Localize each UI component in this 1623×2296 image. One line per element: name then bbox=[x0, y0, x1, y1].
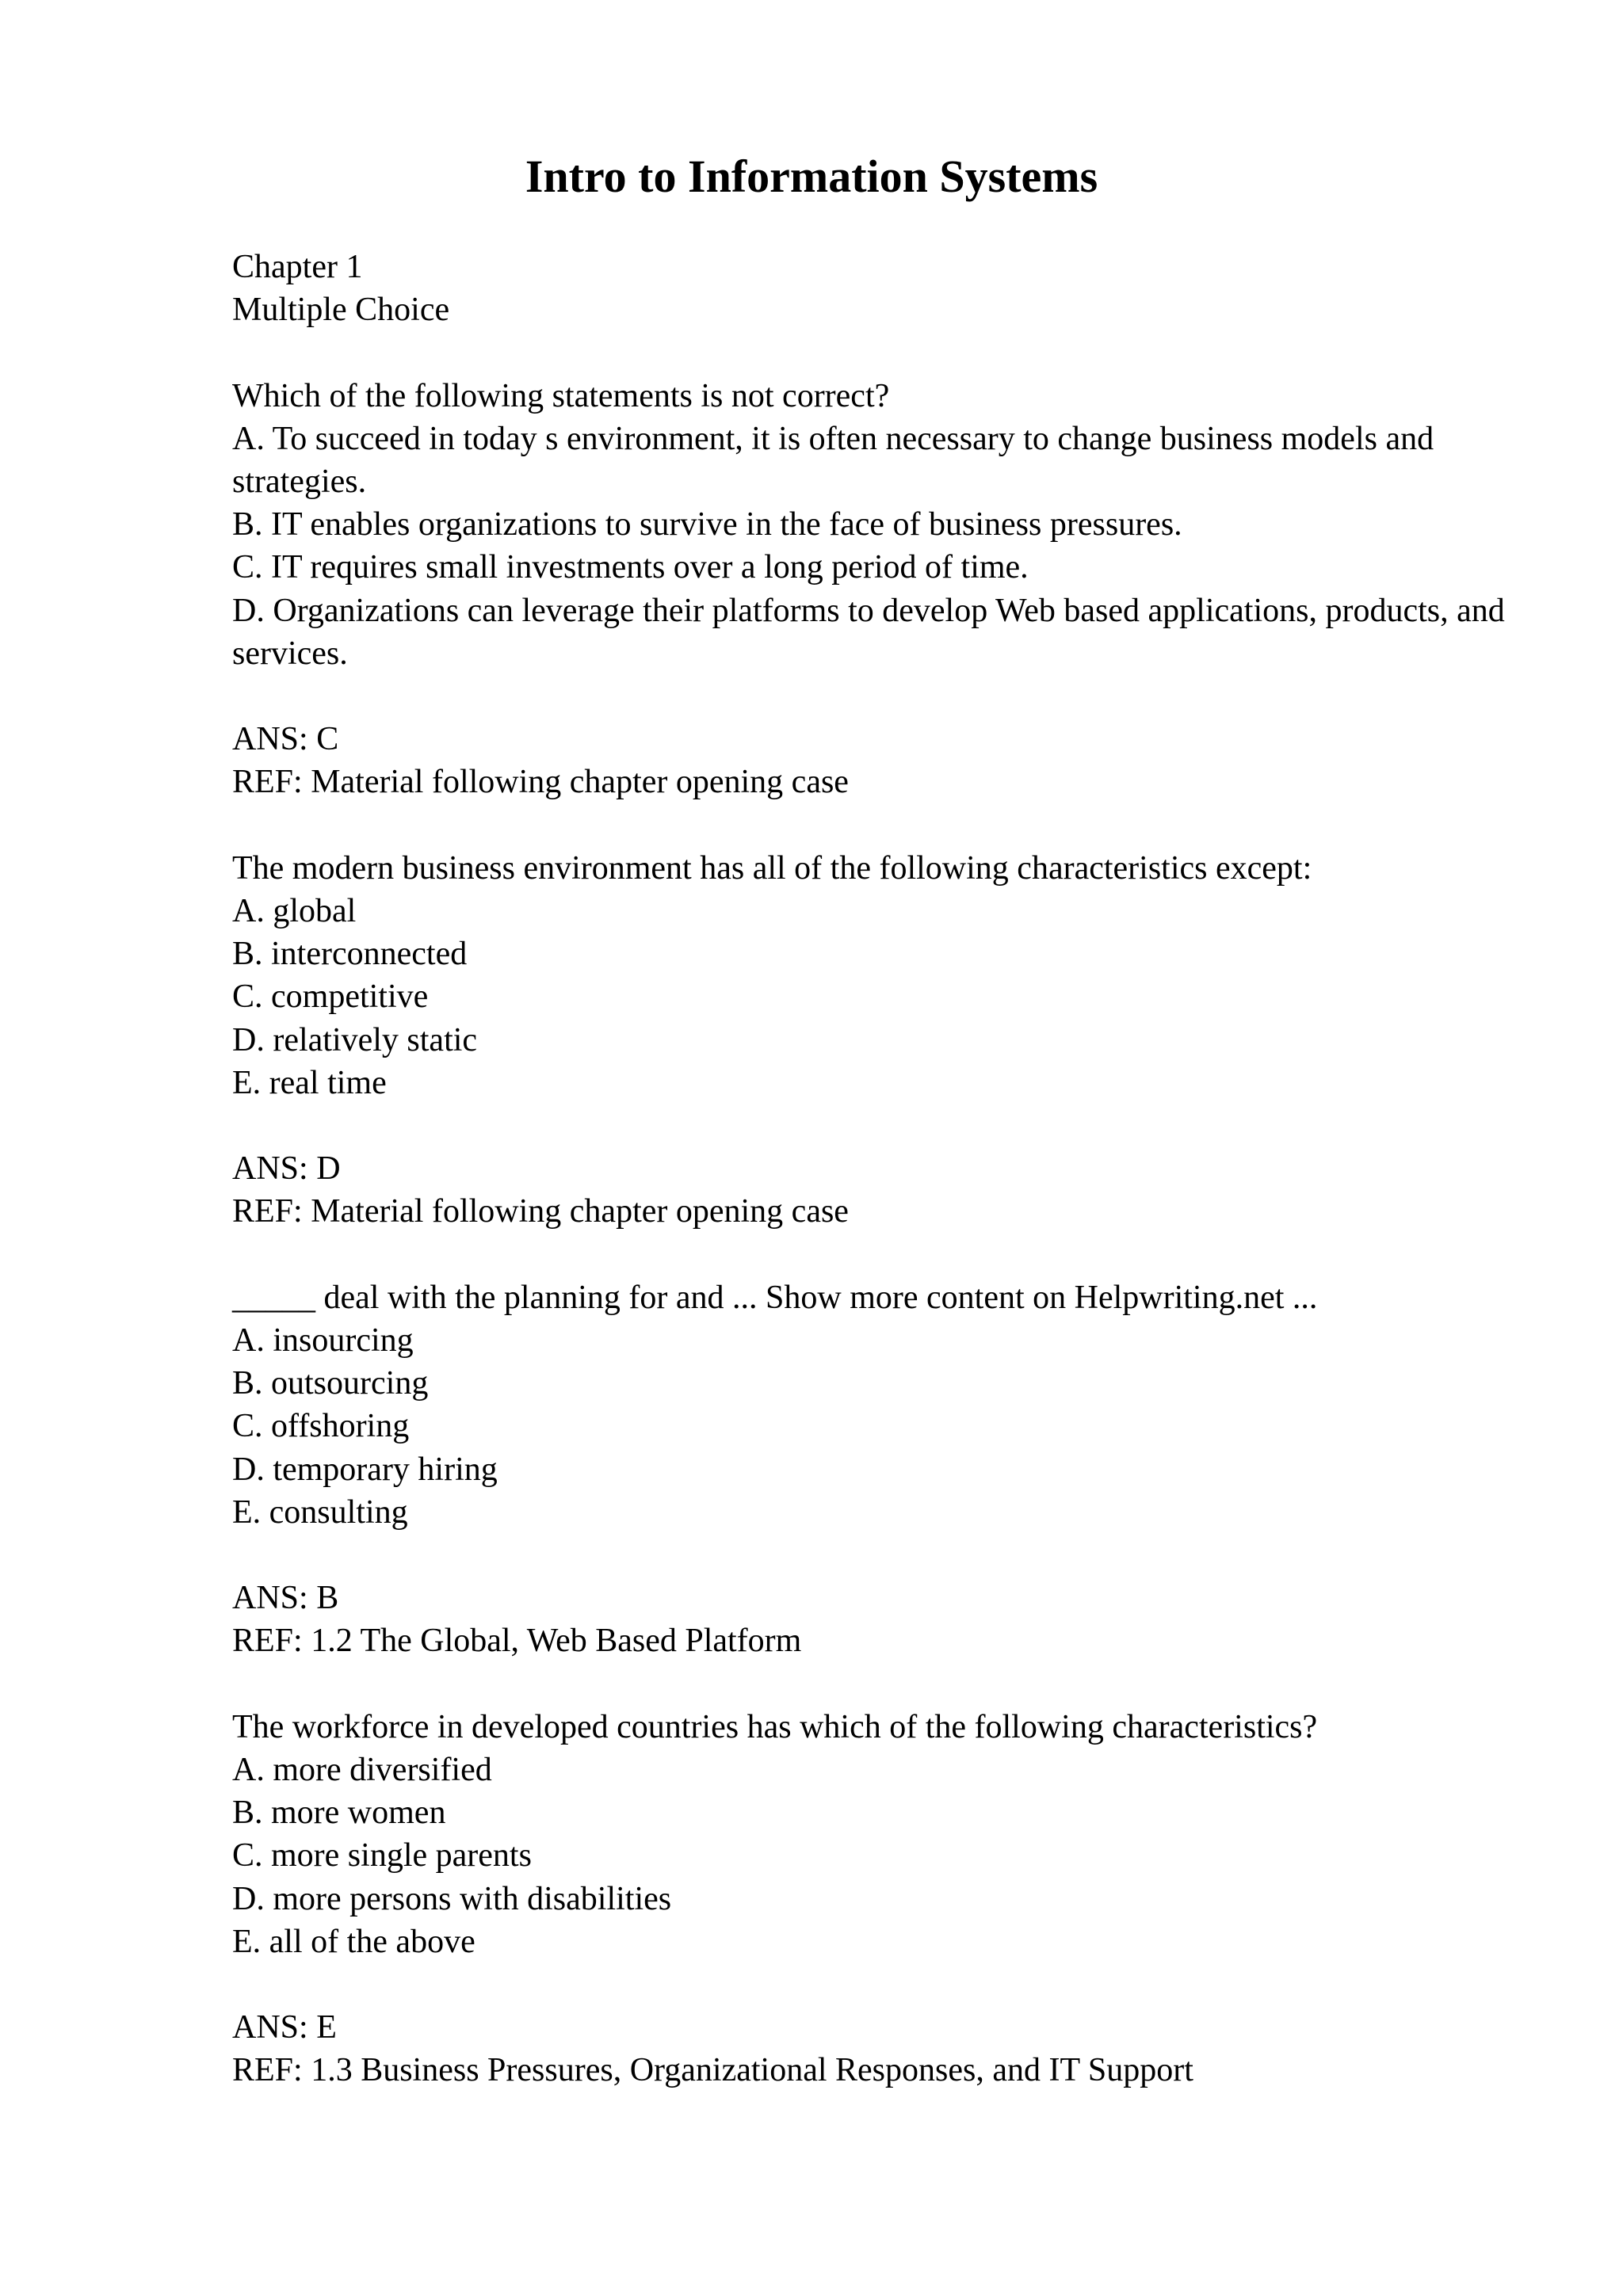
question-stem: The modern business environment has all of the following characteristics except: bbox=[232, 849, 1312, 887]
answer-key: ANS: C bbox=[232, 721, 339, 758]
question-3 bbox=[232, 1276, 1532, 1663]
answer-option: B. interconnected bbox=[232, 936, 468, 973]
answer-key: ANS: B bbox=[232, 1580, 339, 1617]
spacer bbox=[232, 1663, 1532, 1706]
answer-option: C. IT requires small investments over a long period of time. bbox=[232, 549, 1029, 586]
answer-option: E. all of the above bbox=[232, 1923, 475, 1960]
question-4 bbox=[232, 1706, 1532, 2092]
answer-option: D. more persons with disabilities bbox=[232, 1880, 672, 1917]
spacer bbox=[232, 675, 1532, 718]
reference: REF: Material following chapter opening case bbox=[232, 764, 849, 801]
question-stem: Which of the following statements is not correct? bbox=[232, 377, 890, 414]
answer-option: E. real time bbox=[232, 1064, 387, 1101]
chapter-heading: Chapter 1 bbox=[232, 249, 363, 285]
spacer bbox=[232, 1963, 1532, 2006]
spacer bbox=[232, 1234, 1532, 1276]
answer-option: A. more diversified bbox=[232, 1752, 492, 1788]
spacer bbox=[232, 1534, 1532, 1577]
reference: REF: 1.2 The Global, Web Based Platform bbox=[232, 1623, 802, 1660]
answer-option: B. IT enables organizations to survive in the face of business pressures. bbox=[232, 506, 1182, 543]
document-title: Intro to Information Systems bbox=[525, 151, 1098, 202]
section-heading: Multiple Choice bbox=[232, 292, 450, 329]
question-1 bbox=[232, 375, 1532, 804]
answer-key: ANS: E bbox=[232, 2009, 337, 2046]
reference: REF: 1.3 Business Pressures, Organizational Responses, and IT Support bbox=[232, 2052, 1193, 2089]
spacer bbox=[232, 1104, 1532, 1147]
spacer bbox=[232, 804, 1532, 847]
answer-option: D. relatively static bbox=[232, 1021, 478, 1058]
question-2 bbox=[232, 847, 1532, 1234]
document-body bbox=[232, 246, 1532, 2092]
answer-option: A. global bbox=[232, 893, 357, 929]
answer-option: B. more women bbox=[232, 1794, 446, 1832]
answer-key: ANS: D bbox=[232, 1150, 341, 1188]
answer-option: D. Organizations can leverage their platforms to develop Web based applications, products, and services. bbox=[232, 592, 1505, 672]
answer-option: C. offshoring bbox=[232, 1408, 410, 1445]
answer-option: B. outsourcing bbox=[232, 1365, 429, 1402]
question-stem: The workforce in developed countries has which of the following characteristics? bbox=[232, 1708, 1318, 1745]
answer-option: A. To succeed in today s environment, it is often necessary to change business models and strategies. bbox=[232, 420, 1434, 500]
answer-option: C. more single parents bbox=[232, 1837, 532, 1875]
reference: REF: Material following chapter opening case bbox=[232, 1193, 849, 1230]
spacer bbox=[232, 331, 1532, 374]
answer-option: C. competitive bbox=[232, 978, 429, 1016]
answer-option: E. consulting bbox=[232, 1493, 408, 1531]
answer-option: A. insourcing bbox=[232, 1322, 414, 1359]
answer-option: D. temporary hiring bbox=[232, 1451, 498, 1488]
question-stem: _____ deal with the planning for and ... Show more content on Helpwriting.net ... bbox=[232, 1279, 1318, 1316]
